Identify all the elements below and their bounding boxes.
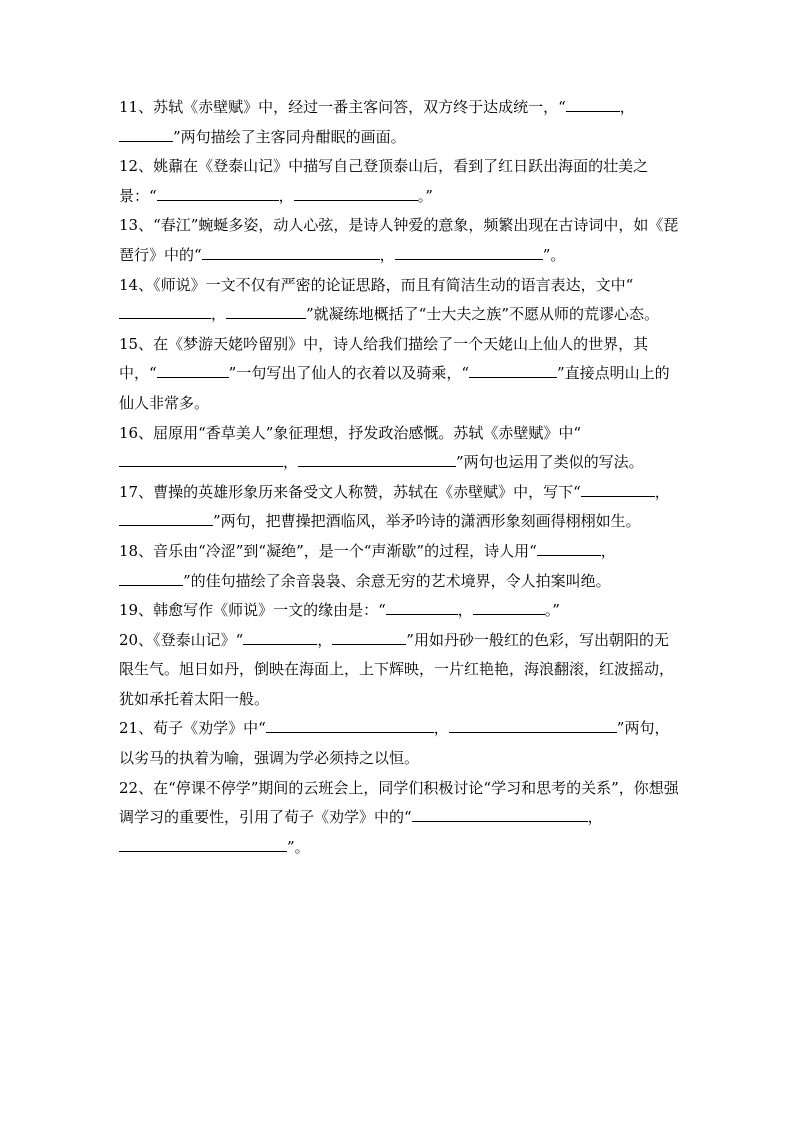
question-21-text-2: ，: [433, 719, 449, 738]
answer-blank[interactable]: [119, 836, 287, 852]
question-12: [119, 152, 679, 211]
question-13-text-3: ”。: [542, 245, 566, 264]
answer-blank[interactable]: [266, 717, 434, 733]
question-15-text-2: ”一句写出了仙人的衣着以及骑乘，“: [228, 364, 470, 383]
question-list: [119, 93, 679, 862]
answer-blank[interactable]: [298, 451, 456, 467]
question-15-text-1: 15、在《梦游天姥吟留别》中，诗人给我们描绘了一个天姥山上仙人的世界，其中，“: [119, 334, 649, 383]
question-21: [119, 714, 679, 773]
answer-blank[interactable]: [157, 185, 279, 201]
question-11: [119, 93, 679, 152]
answer-blank[interactable]: [537, 540, 601, 556]
question-19: [119, 596, 679, 626]
answer-blank[interactable]: [412, 806, 588, 822]
question-17-text-2: ，: [654, 482, 670, 501]
question-17-text-1: 17、曹操的英雄形象历来备受文人称赞，苏轼在《赤壁赋》中，写下“: [119, 482, 581, 501]
question-15-text-3: ”直接点明山上的仙人非常多。: [119, 364, 670, 412]
question-16-text-3: ”两句也运用了类似的写法。: [456, 453, 644, 472]
question-13-text-2: ，: [379, 245, 395, 264]
answer-blank[interactable]: [226, 303, 306, 319]
question-14-text-2: ，: [211, 305, 227, 324]
answer-blank[interactable]: [581, 481, 655, 497]
answer-blank[interactable]: [243, 629, 317, 645]
question-16-text-1: 16、屈原用“香草美人”象征理想，抒发政治感慨。苏轼《赤壁赋》中“: [119, 423, 582, 442]
question-19-text-2: ，: [457, 601, 473, 620]
answer-blank[interactable]: [119, 303, 211, 319]
question-17: [119, 478, 679, 537]
answer-blank[interactable]: [119, 126, 173, 142]
answer-blank[interactable]: [469, 362, 557, 378]
question-13: [119, 211, 679, 270]
answer-blank[interactable]: [332, 629, 406, 645]
question-11-text-2: ，: [619, 98, 635, 116]
answer-blank[interactable]: [119, 510, 213, 526]
answer-blank[interactable]: [202, 244, 380, 260]
question-14-text-3: ”就凝练地概括了“士大夫之族”不愿从师的荒谬心态。: [306, 305, 660, 324]
question-22-text-2: ，: [587, 808, 603, 827]
question-15: [119, 330, 679, 419]
question-14-text-1: 14、《师说》一文不仅有严密的论证思路，而且有简洁生动的语言表达，文中“: [119, 275, 634, 294]
question-12-text-1: 12、姚鼐在《登泰山记》中描写自己登顶泰山后，看到了红日跃出海面的壮美之景：“: [119, 157, 649, 205]
answer-blank[interactable]: [386, 599, 458, 615]
answer-blank[interactable]: [395, 244, 543, 260]
answer-blank[interactable]: [294, 185, 418, 201]
question-12-text-2: ，: [278, 186, 294, 205]
question-20: [119, 626, 679, 715]
question-11-text-3: ”两句描绘了主客同舟酣眠的画面。: [173, 127, 406, 146]
question-16-text-2: ，: [283, 453, 299, 472]
question-21-text-1: 21、荀子《劝学》中“: [119, 719, 266, 738]
question-14: [119, 271, 679, 330]
question-13-text-1: 13、“春江”蜿蜒多姿，动人心弦，是诗人钟爱的意象，频繁出现在古诗词中，如《琵琶行》中的“: [119, 216, 679, 264]
question-19-text-3: 。”: [544, 601, 560, 620]
answer-blank[interactable]: [119, 570, 183, 586]
question-18: [119, 537, 679, 596]
question-11-text-1: 11、苏轼《赤壁赋》中，经过一番主客问答，双方终于达成统一，“: [119, 98, 566, 116]
answer-blank[interactable]: [119, 451, 283, 467]
answer-blank[interactable]: [157, 362, 229, 378]
question-19-text-1: 19、韩愈写作《师说》一文的缘由是：“: [119, 601, 386, 620]
question-18-text-1: 18、音乐由“冷涩”到“凝绝”，是一个“声渐歇”的过程，诗人用“: [119, 541, 537, 560]
question-22-text-1: 22、在“停课不停学”期间的云班会上，同学们积极讨论“学习和思考的关系”，你想强调学习的重要性，引用了荀子《劝学》中的“: [119, 778, 679, 827]
question-21-text-3: ”两句，以劣马的执着为喻，强调为学必须持之以恒。: [119, 719, 670, 768]
question-20-text-3: ”用如丹砂一般红的色彩，写出朝阳的无限生气。旭日如丹，倒映在海面上，上下辉映，一片红艳艳，海浪翻滚，红波摇动，犹如承托着太阳一般。: [119, 630, 675, 708]
question-22: [119, 774, 679, 863]
question-16: [119, 419, 679, 478]
question-17-text-3: ”两句，把曹操把酒临风，举矛吟诗的潇洒形象刻画得栩栩如生。: [213, 512, 641, 531]
answer-blank[interactable]: [449, 717, 617, 733]
answer-blank[interactable]: [566, 96, 620, 112]
question-18-text-3: ”的佳句描绘了余音袅袅、余意无穷的艺术境界，令人拍案叫绝。: [183, 571, 611, 590]
question-20-text-1: 20、《登泰山记》“: [119, 630, 244, 649]
question-22-text-3: ”。: [287, 837, 310, 856]
answer-blank[interactable]: [473, 599, 545, 615]
question-20-text-2: ，: [317, 630, 333, 649]
question-18-text-2: ，: [600, 541, 616, 560]
question-12-text-3: 。”: [417, 186, 433, 205]
